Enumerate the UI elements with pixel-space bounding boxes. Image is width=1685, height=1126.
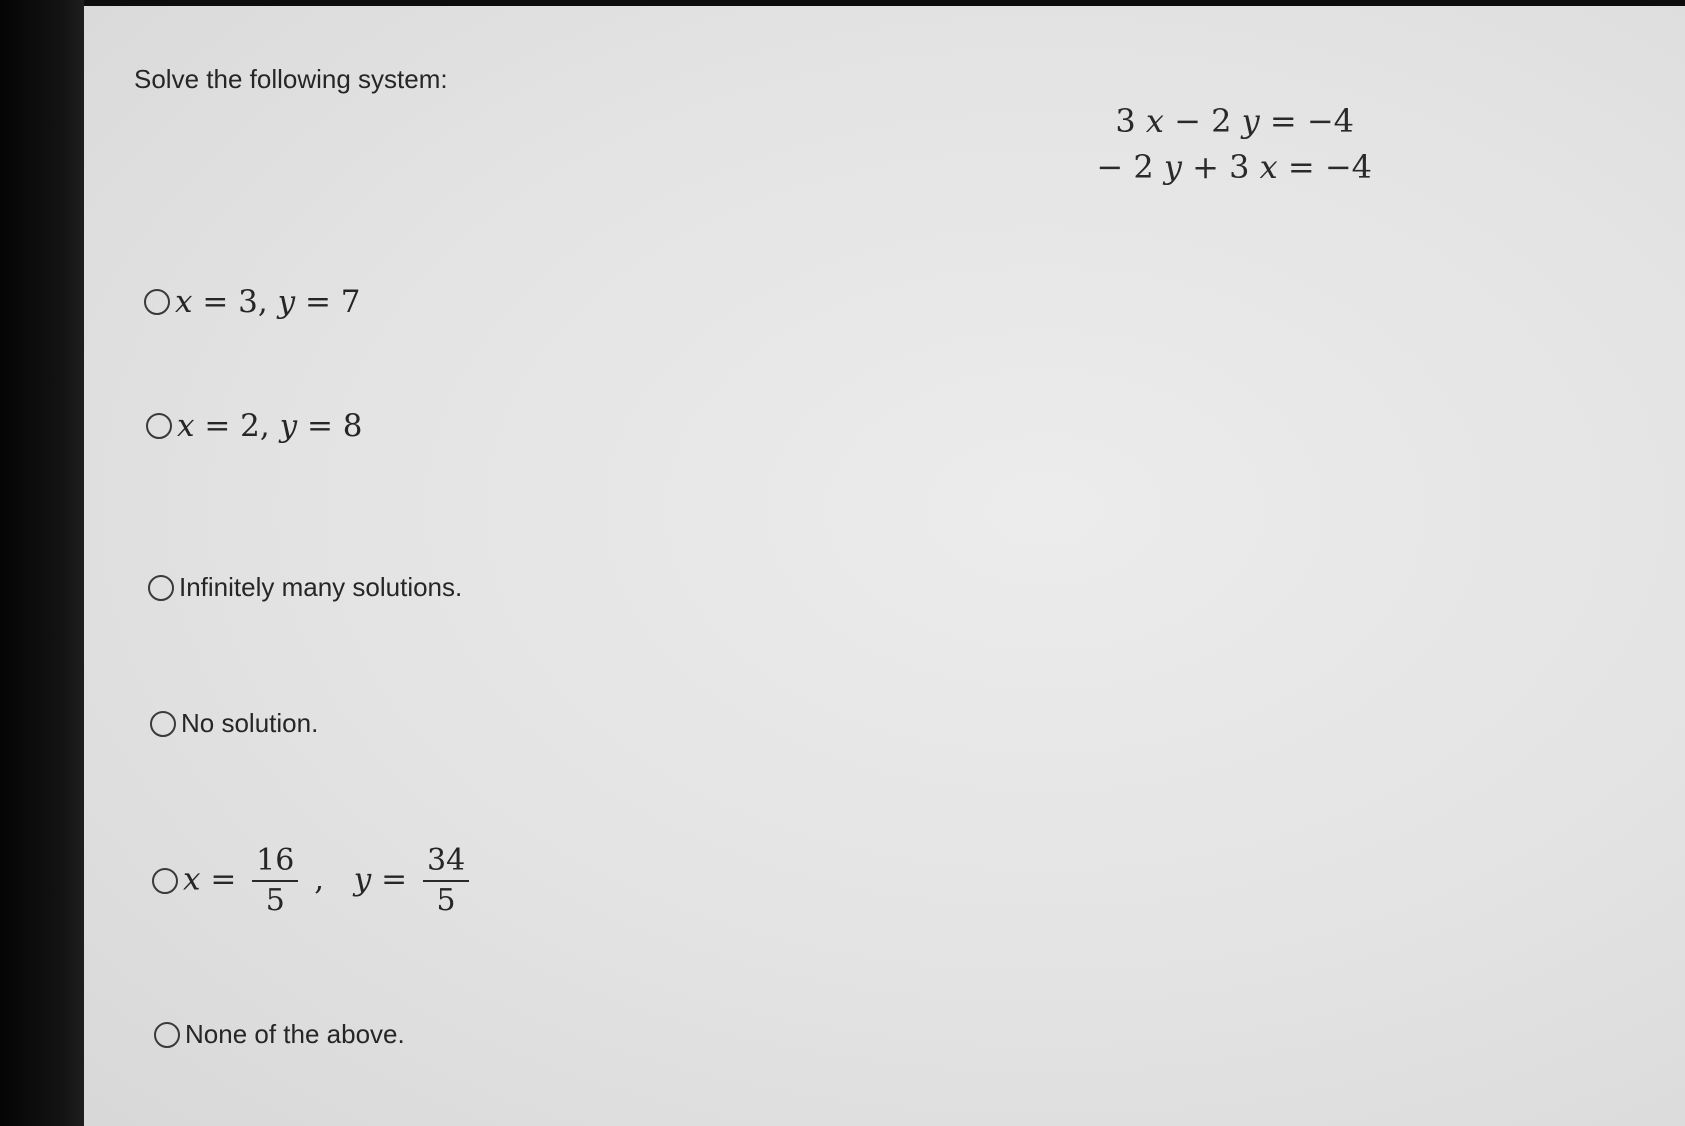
- x-numerator: 16: [252, 842, 298, 882]
- option-none-of-above[interactable]: [154, 1019, 405, 1050]
- option-x2-y8[interactable]: [146, 408, 363, 444]
- x-prefix: 𝑥 =: [183, 861, 237, 898]
- equation-system: [1084, 98, 1372, 190]
- option-label: Infinitely many solutions.: [179, 572, 463, 602]
- option-no-solution[interactable]: [150, 708, 318, 739]
- radio-button-icon[interactable]: [148, 575, 174, 601]
- equation-1: 3 𝑥 − 2 𝑦 = −4: [1115, 102, 1354, 140]
- option-label: 𝑥 = 2, 𝑦 = 8: [177, 408, 363, 444]
- radio-button-icon[interactable]: [152, 868, 178, 894]
- option-label: 𝑥 = 3, 𝑦 = 7: [175, 284, 361, 320]
- quiz-screen: [84, 6, 1685, 1126]
- option-label: No solution.: [181, 708, 319, 738]
- option-fraction-solution[interactable]: [152, 842, 475, 920]
- option-x3-y7[interactable]: [144, 284, 361, 320]
- option-label: [183, 842, 475, 920]
- radio-button-icon[interactable]: [146, 413, 172, 439]
- radio-button-icon[interactable]: [150, 711, 176, 737]
- equation-2: − 2 𝑦 + 3 𝑥 = −4: [1096, 148, 1372, 186]
- y-numerator: 34: [423, 842, 469, 882]
- x-fraction: [252, 842, 298, 920]
- y-fraction: [423, 842, 469, 920]
- monitor-bezel-left: [0, 0, 84, 1126]
- question-prompt: Solve the following system:: [134, 64, 448, 94]
- separator: ,: [314, 861, 325, 898]
- option-label: None of the above.: [185, 1019, 405, 1049]
- radio-button-icon[interactable]: [144, 289, 170, 315]
- y-prefix: 𝑦 =: [353, 861, 408, 898]
- x-denominator: 5: [265, 883, 285, 918]
- y-denominator: 5: [436, 883, 456, 918]
- option-infinitely-many[interactable]: [148, 572, 462, 603]
- radio-button-icon[interactable]: [154, 1022, 180, 1048]
